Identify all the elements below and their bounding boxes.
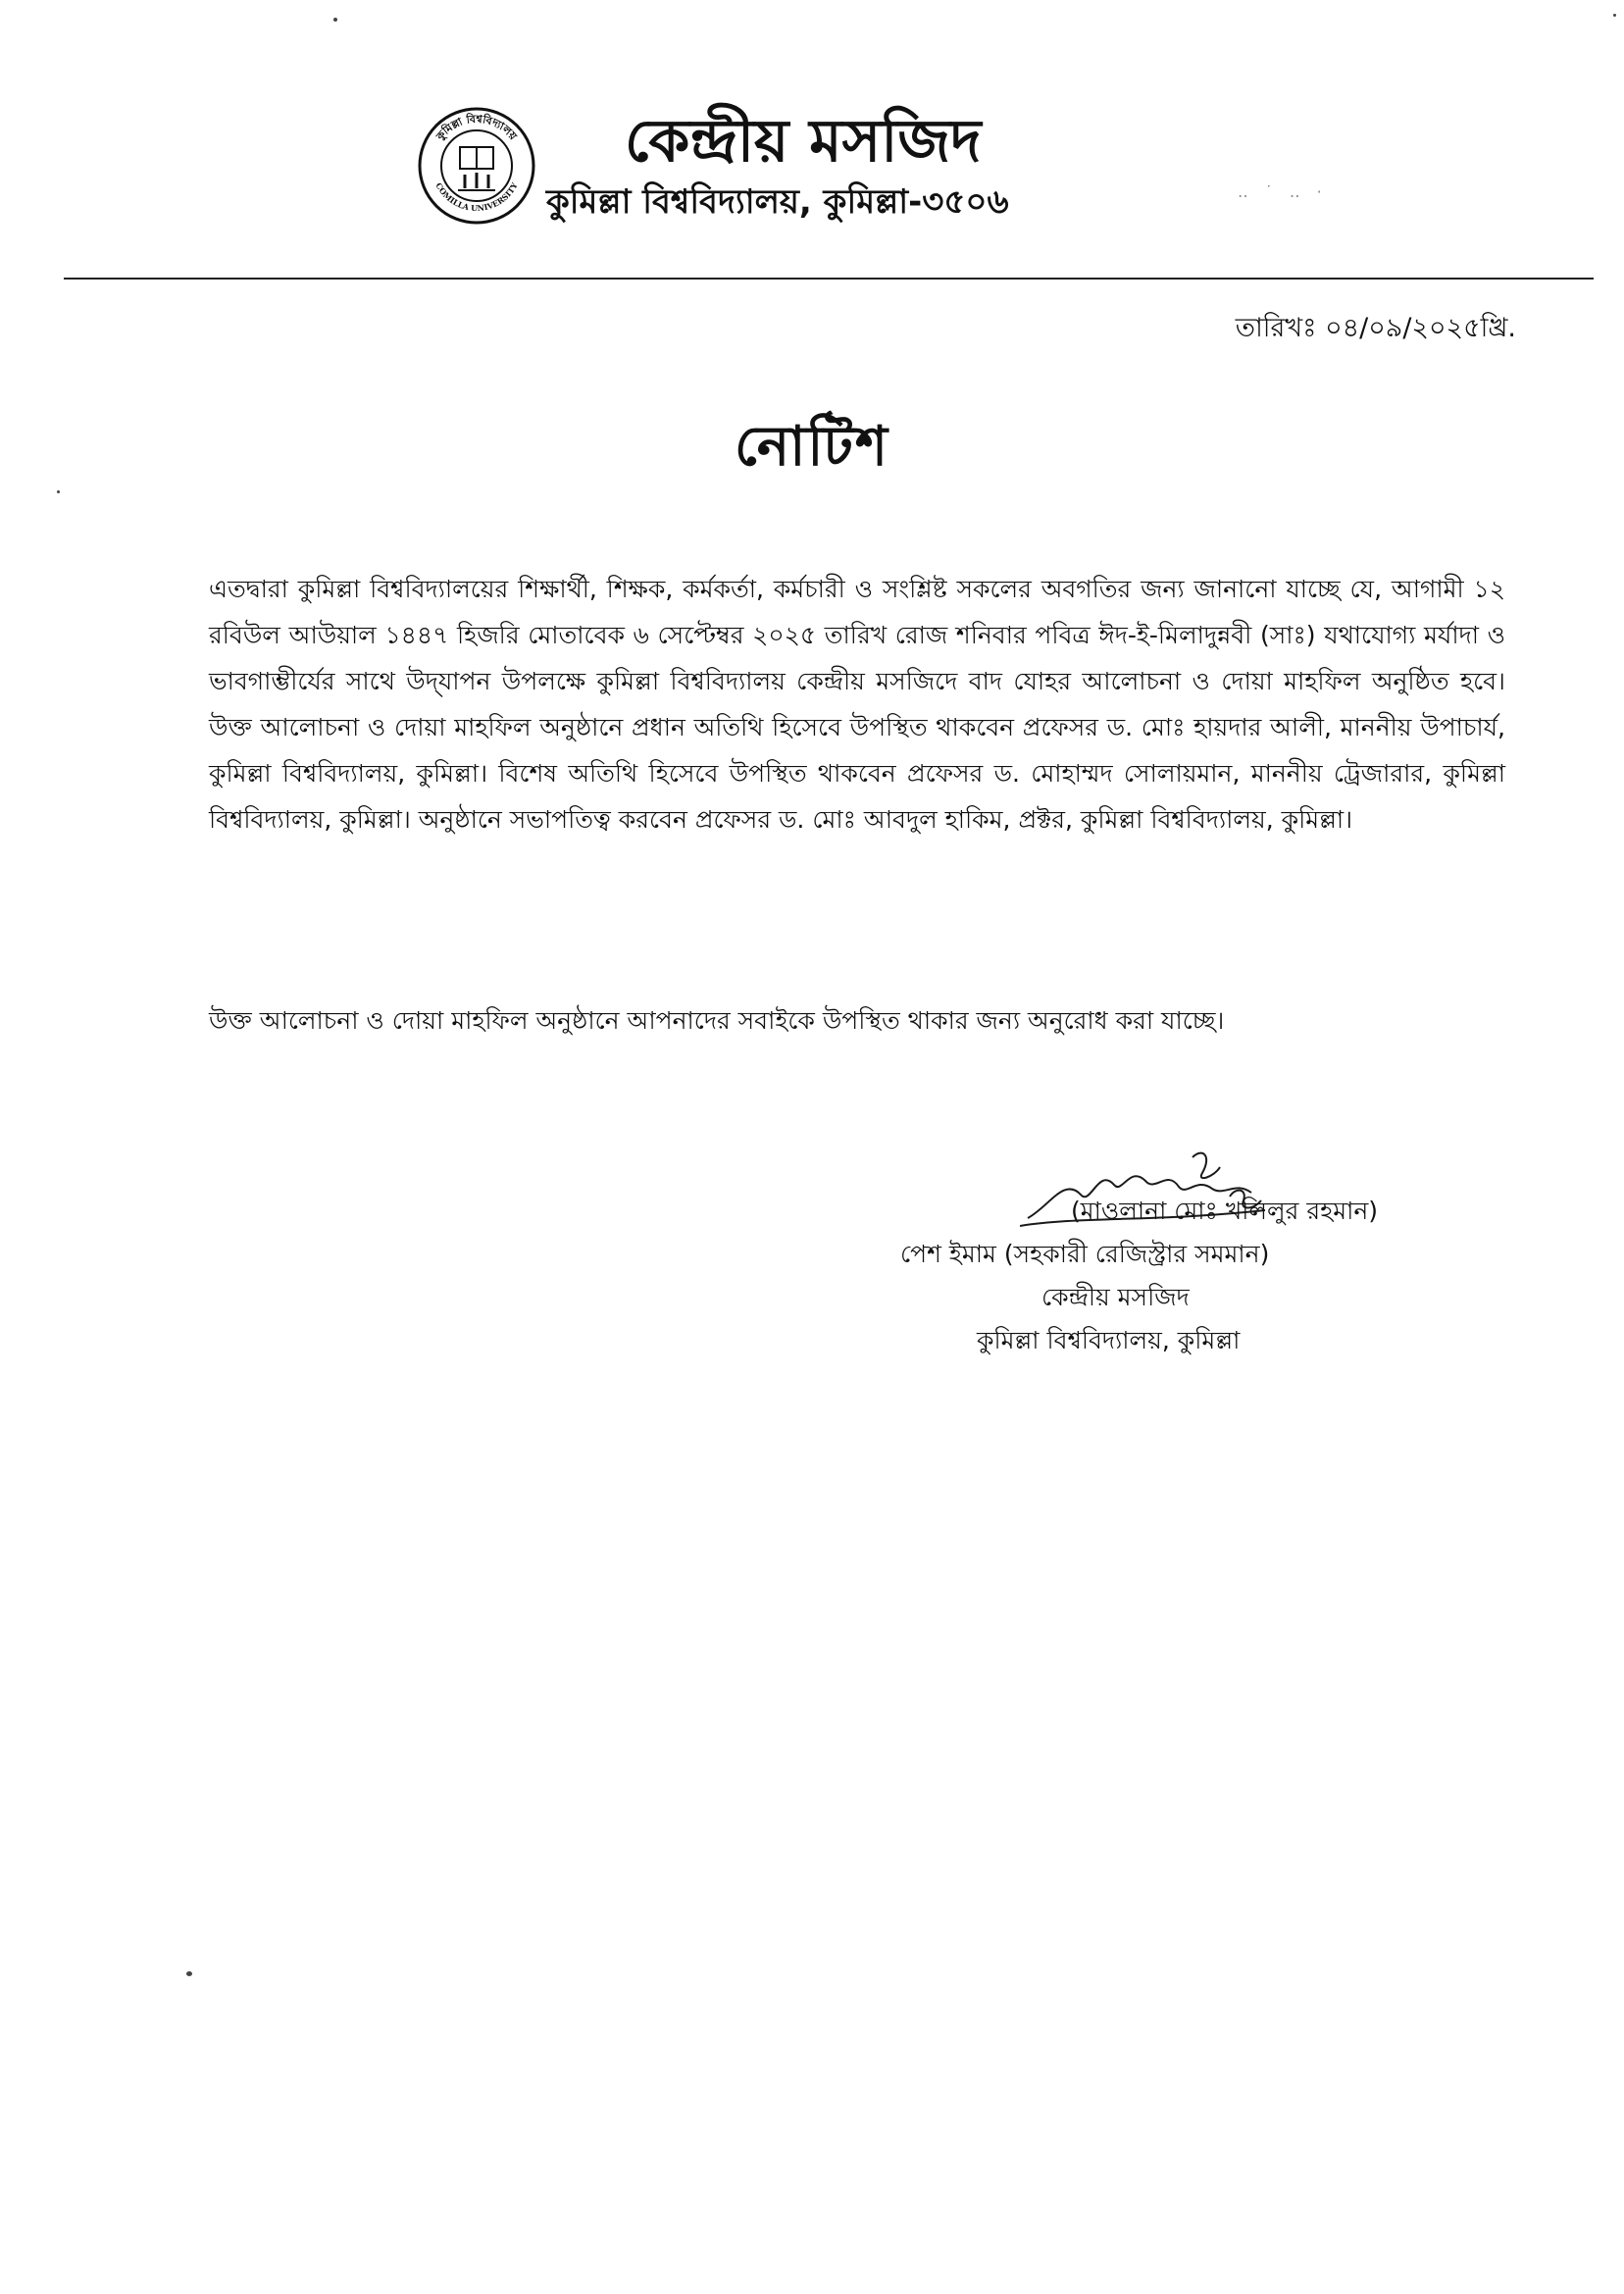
seal-bottom-text: COMILLA UNIVERSITY (433, 180, 520, 214)
scan-speck (333, 18, 337, 22)
signatory-department: কেন্দ্রীয় মসজিদ (1041, 1283, 1190, 1311)
signatory-name: (মাওলানা মোঃ খলিলুর রহমান) (1071, 1197, 1379, 1225)
university-seal-icon (417, 106, 536, 226)
letterhead-subtitle: কুমিল্লা বিশ্ববিদ্যালয়, কুমিল্লা-৩৫০৬ (546, 182, 1009, 222)
letterhead-title: কেন্দ্রীয় মসজিদ (625, 107, 982, 176)
signatory-institution: কুমিল্লা বিশ্ববিদ্যালয়, কুমিল্লা (977, 1326, 1241, 1354)
notice-date: তারিখঃ ০৪/০৯/২০২৫খ্রি. (1235, 313, 1516, 343)
header-divider (64, 278, 1594, 280)
signatory-designation: পেশ ইমাম (সহকারী রেজিস্ট্রার সমমান) (900, 1240, 1270, 1268)
notice-heading: নোটিশ (734, 415, 890, 479)
seal-top-text: কুমিল্লা বিশ্ববিদ্যালয় (433, 112, 520, 143)
letterhead (417, 106, 1299, 233)
scan-speck (57, 490, 60, 493)
scan-speck (1613, 14, 1616, 17)
notice-closing: উক্ত আলোচনা ও দোয়া মাহফিল অনুষ্ঠানে আপনাদের সবাইকে উপস্থিত থাকার জন্য অনুরোধ করা যাচ্ছে। (209, 1006, 1225, 1035)
scan-speck (186, 1971, 192, 1976)
signatory-block (883, 1190, 1549, 1362)
scan-noise: ‥ ˙ ‥ · (1238, 182, 1328, 201)
notice-body: এতদ্বারা কুমিল্লা বিশ্ববিদ্যালয়ের শিক্ষার্থী, শিক্ষক, কর্মকর্তা, কর্মচারী ও সংশ্লিষ্ট সকলের অবগতির জন্য জানানো যাচ্ছে যে, আগামী ১২ রবিউল আউয়াল ১৪৪৭ হিজরি মোতাবেক ৬ সেপ্টেম্বর ২০২৫ তারিখ রোজ শনিবার পবিত্র ঈদ-ই-মিলাদুন্নবী (সাঃ) যথাযোগ্য মর্যাদা ও ভাবগাম্ভীর্যের সাথে উদ্‌যাপন উপলক্ষে কুমিল্লা বিশ্ববিদ্যালয় কেন্দ্রীয় মসজিদে বাদ যোহর আলোচনা ও দোয়া মাহফিল অনুষ্ঠিত হবে। উক্ত আলোচনা ও দোয়া মাহফিল অনুষ্ঠানে প্রধান অতিথি হিসেবে উপস্থিত থাকবেন প্রফেসর ড. মোঃ হায়দার আলী, মাননীয় উপাচার্য, কুমিল্লা বিশ্ববিদ্যালয়, কুমিল্লা। বিশেষ অতিথি হিসেবে উপস্থিত থাকবেন প্রফেসর ড. মোহাম্মদ সোলায়মান, মাননীয় ট্রেজারার, কুমিল্লা বিশ্ববিদ্যালয়, কুমিল্লা। অনুষ্ঠানে সভাপতিত্ব করবেন প্রফেসর ড. মোঃ আবদুল হাকিম, প্রক্টর, কুমিল্লা বিশ্ববিদ্যালয়, কুমিল্লা। (209, 575, 1505, 834)
